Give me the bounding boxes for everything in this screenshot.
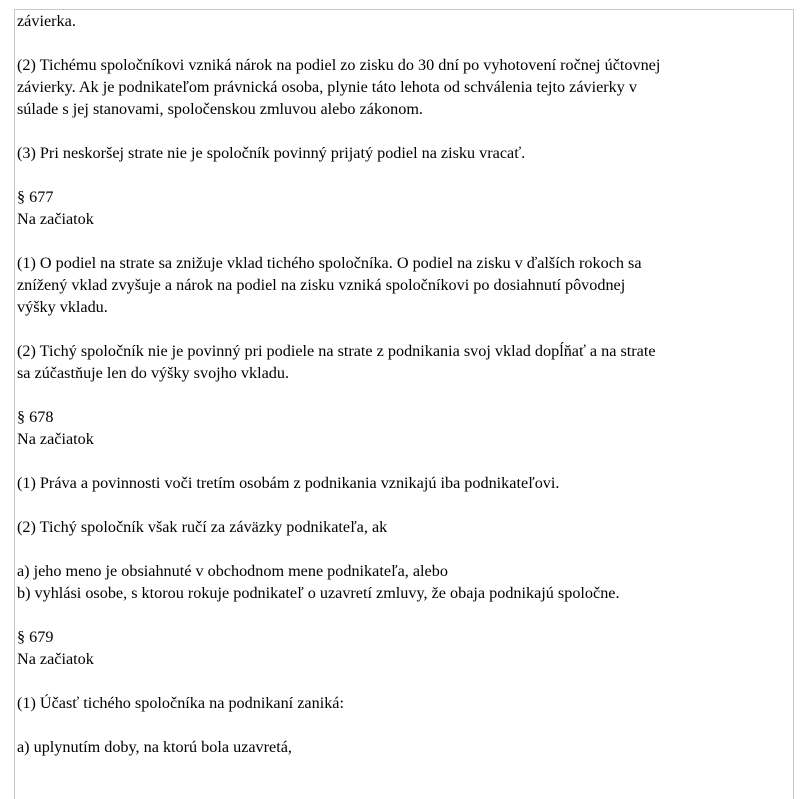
text-line: výšky vkladu.: [17, 298, 108, 316]
paragraph: [17, 142, 785, 164]
paragraph-gap: [17, 230, 785, 252]
paragraph: [17, 54, 785, 120]
text-line: § 677: [17, 188, 54, 206]
paragraph: [17, 736, 785, 758]
paragraph: [17, 340, 785, 384]
paragraph-gap: [17, 604, 785, 626]
paragraph: [17, 186, 785, 230]
back-to-top-link[interactable]: Na začiatok: [17, 650, 94, 668]
text-line: (1) Účasť tichého spoločníka na podnikaní zaniká:: [17, 694, 344, 712]
paragraph: [17, 692, 785, 714]
text-line: (2) Tichý spoločník nie je povinný pri podiele na strate z podnikania svoj vklad dopĺňať a na strate: [17, 342, 656, 360]
text-line: a) jeho meno je obsiahnuté v obchodnom mene podnikateľa, alebo: [17, 562, 448, 580]
paragraph: [17, 252, 785, 318]
text-line: § 678: [17, 408, 54, 426]
paragraph-gap: [17, 384, 785, 406]
paragraph-gap: [17, 450, 785, 472]
text-line: (2) Tichému spoločníkovi vzniká nárok na podiel zo zisku do 30 dní po vyhotovení ročnej účtovnej: [17, 56, 661, 74]
paragraph-gap: [17, 714, 785, 736]
text-line: znížený vklad zvyšuje a nárok na podiel na zisku vzniká spoločníkovi po dosiahnutí pôvodnej: [17, 276, 626, 294]
text-line: (3) Pri neskoršej strate nie je spoločník povinný prijatý podiel na zisku vracať.: [17, 144, 526, 162]
text-line: (1) O podiel na strate sa znižuje vklad tichého spoločníka. O podiel na zisku v ďalších rokoch sa: [17, 254, 642, 272]
text-line: súlade s jej stanovami, spoločenskou zmluvou alebo zákonom.: [17, 100, 423, 118]
paragraph: [17, 472, 785, 494]
paragraph-gap: [17, 494, 785, 516]
paragraph: [17, 516, 785, 538]
text-line: sa zúčastňuje len do výšky svojho vkladu.: [17, 364, 289, 382]
paragraph-gap: [17, 164, 785, 186]
document-body: [17, 10, 785, 758]
paragraph-gap: [17, 318, 785, 340]
text-line: a) uplynutím doby, na ktorú bola uzavretá,: [17, 738, 292, 756]
text-line: § 679: [17, 628, 54, 646]
paragraph-gap: [17, 538, 785, 560]
text-line: (2) Tichý spoločník však ručí za záväzky podnikateľa, ak: [17, 518, 388, 536]
text-line: (1) Práva a povinnosti voči tretím osobám z podnikania vznikajú iba podnikateľovi.: [17, 474, 560, 492]
paragraph: [17, 406, 785, 450]
text-line: závierka.: [17, 12, 76, 30]
paragraph: [17, 10, 785, 32]
paragraph-gap: [17, 120, 785, 142]
document-frame: [14, 9, 794, 799]
paragraph: [17, 626, 785, 670]
text-line: b) vyhlási osobe, s ktorou rokuje podnikateľ o uzavretí zmluvy, že obaja podnikajú spoločne.: [17, 584, 620, 602]
back-to-top-link[interactable]: Na začiatok: [17, 430, 94, 448]
paragraph: [17, 560, 785, 604]
paragraph-gap: [17, 32, 785, 54]
back-to-top-link[interactable]: Na začiatok: [17, 210, 94, 228]
paragraph-gap: [17, 670, 785, 692]
text-line: závierky. Ak je podnikateľom právnická osoba, plynie táto lehota od schválenia tejto závierky v: [17, 78, 638, 96]
